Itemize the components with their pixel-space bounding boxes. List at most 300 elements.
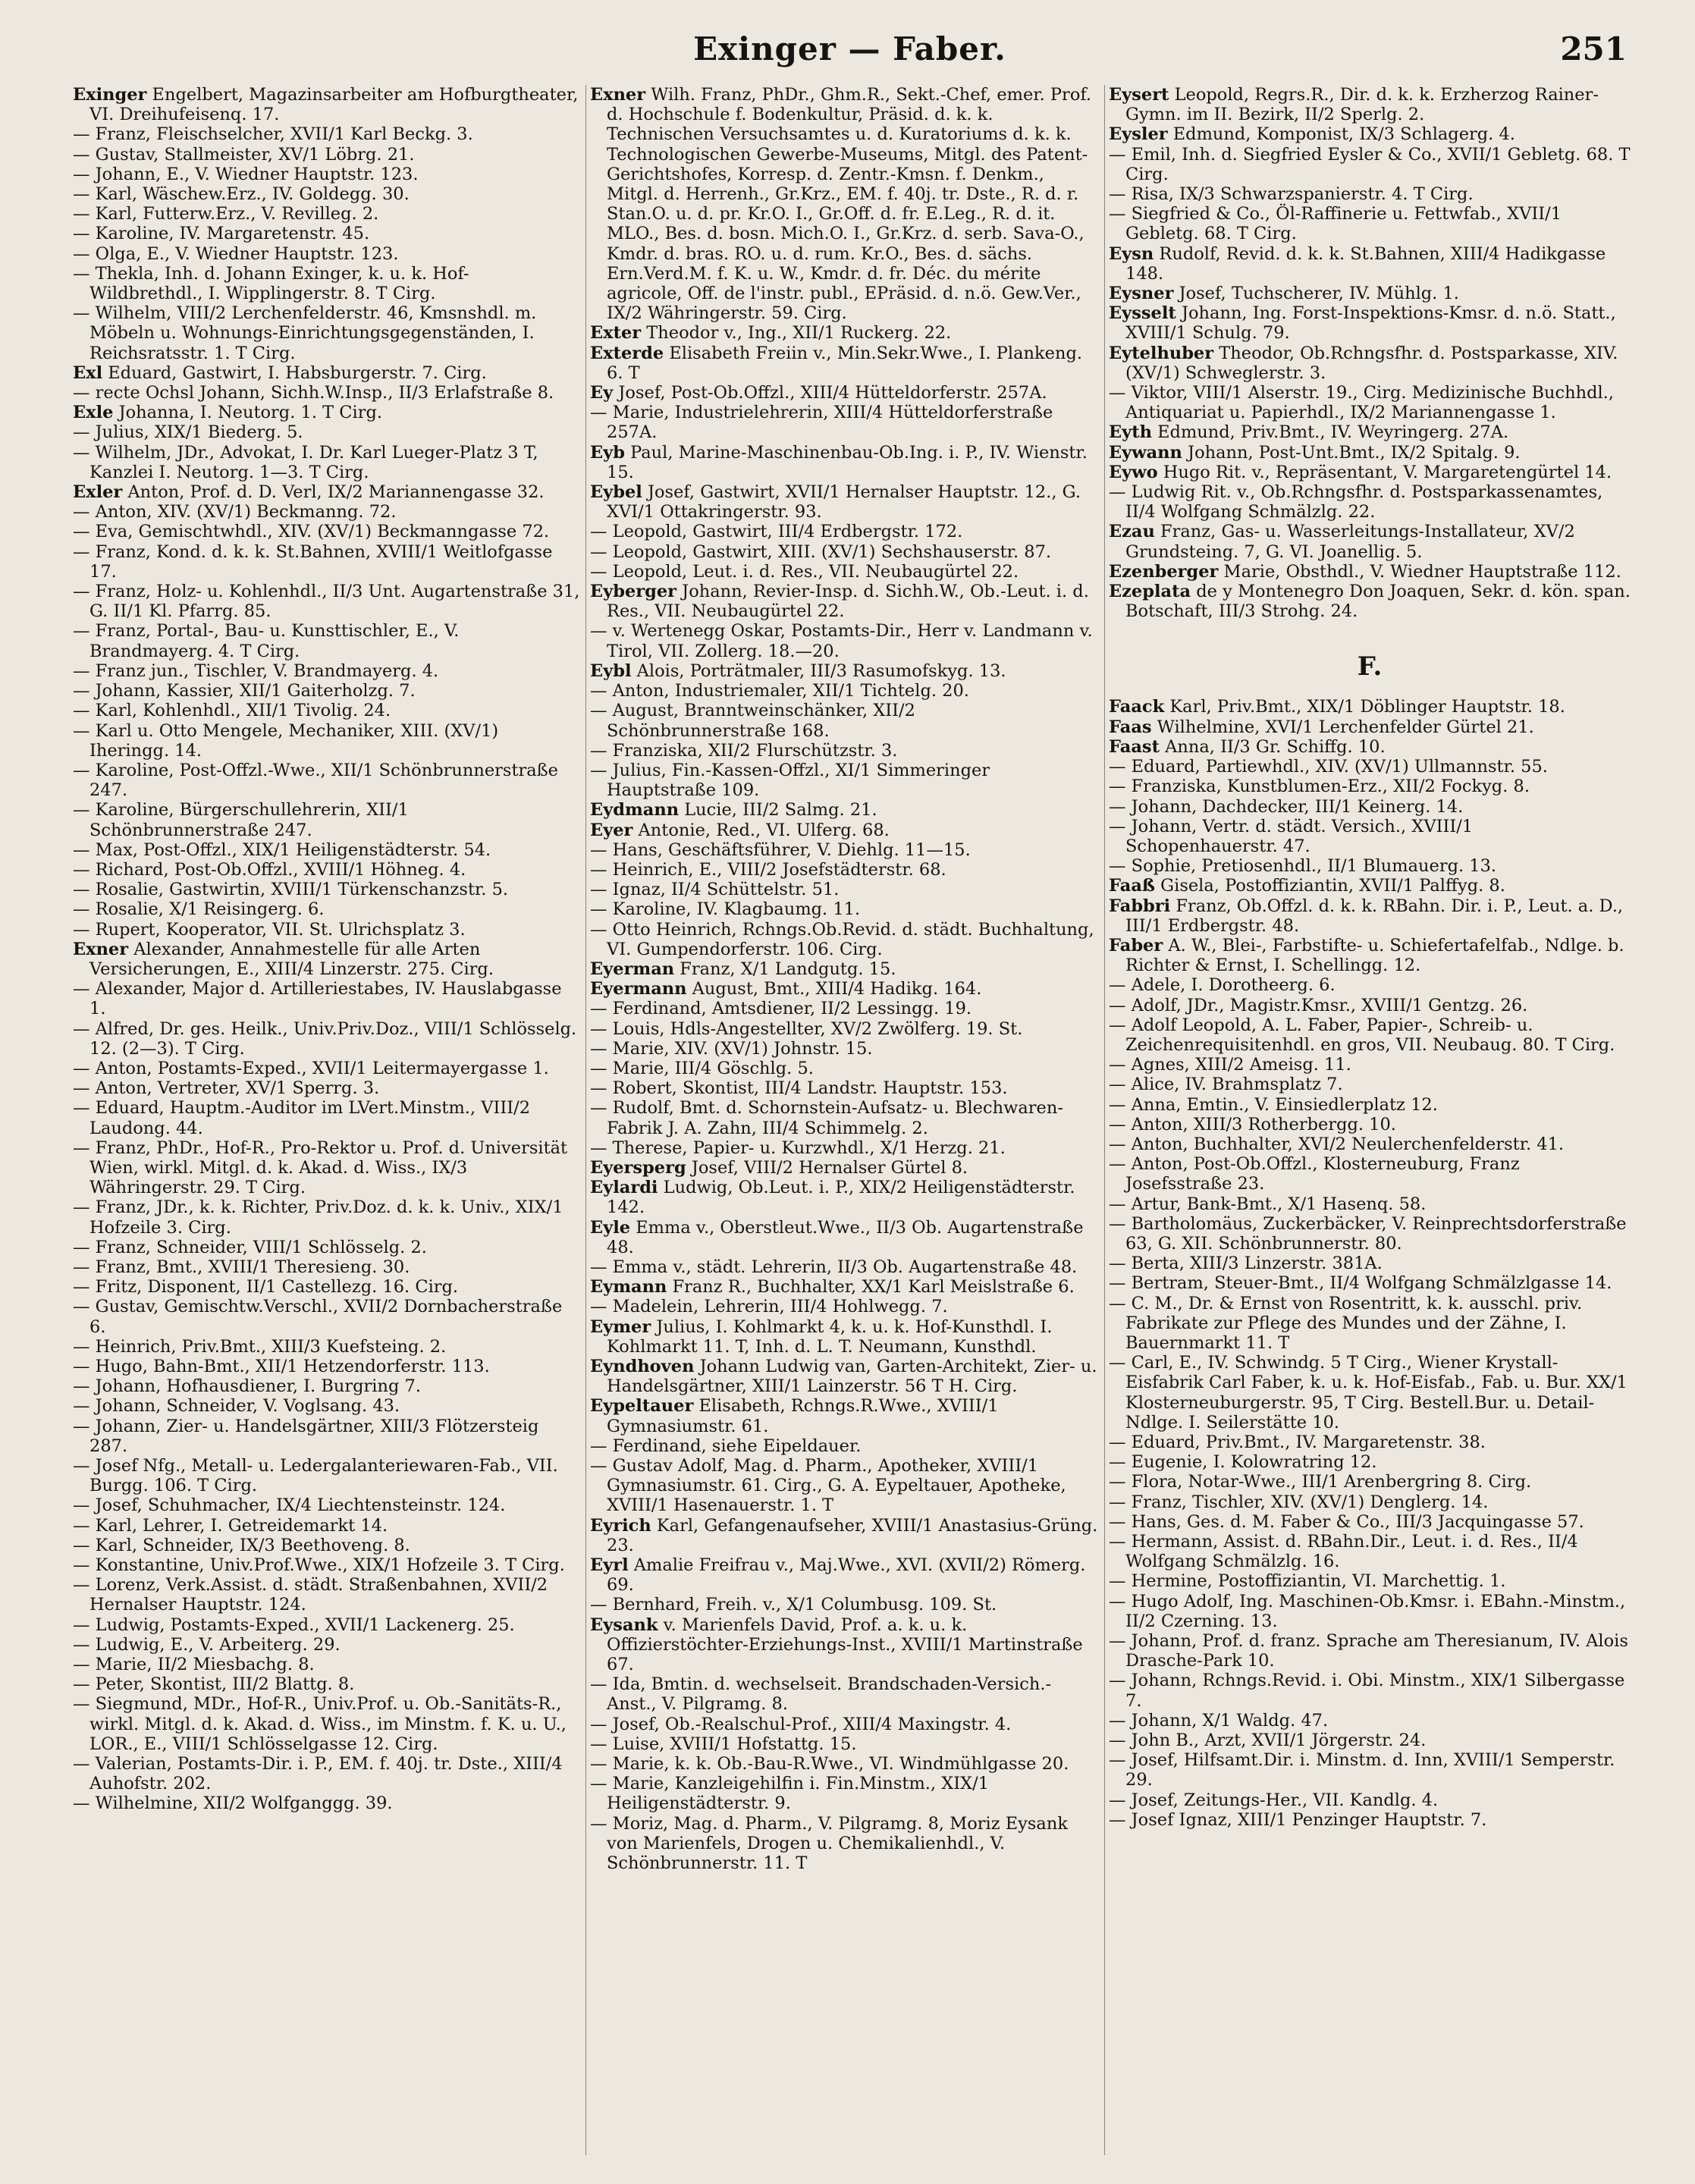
- entry-text: — Karl u. Otto Mengele, Mechaniker, XIII. (XV/1) Iheringg. 14.: [73, 720, 499, 761]
- directory-entry: [73, 1238, 581, 1257]
- directory-entry: [1109, 1353, 1631, 1432]
- entry-text: — Marie, XIV. (XV/1) Johnstr. 15.: [590, 1038, 873, 1059]
- section-letter: F.: [1357, 651, 1383, 682]
- entry-surname: Exterde: [590, 343, 664, 363]
- entry-text: — Adele, I. Dorotheerg. 6.: [1109, 975, 1336, 996]
- directory-entry: [590, 522, 1098, 541]
- entry-text: Johann, Post-Unt.Bmt., IX/2 Spitalg. 9.: [1182, 442, 1521, 463]
- directory-entry: [73, 124, 581, 144]
- entry-text: — Franz, Holz- u. Kohlenhdl., II/3 Unt. Augartenstraße 31, G. II/1 Kl. Pfarrg. 85.: [73, 582, 580, 622]
- entry-surname: Ezeplata: [1109, 582, 1191, 602]
- entry-text: — Johann, Vertr. d. städt. Versich., XVIII/1 Schopenhauerstr. 47.: [1109, 816, 1474, 856]
- entry-surname: Eymann: [590, 1277, 667, 1298]
- entry-text: Josef, Post-Ob.Offzl., XIII/4 Hütteldorferstr. 257A.: [613, 383, 1047, 403]
- entry-surname: Eyndhoven: [590, 1357, 695, 1376]
- entry-surname: Eybel: [590, 482, 642, 503]
- directory-entry: [590, 920, 1098, 959]
- directory-entry: [73, 1754, 581, 1793]
- directory-entry: [73, 502, 581, 522]
- entry-text: — Heinrich, Priv.Bmt., XIII/3 Kuefsteing. 2.: [73, 1336, 447, 1357]
- entry-surname: Eyth: [1109, 422, 1152, 443]
- directory-entry: [73, 224, 581, 243]
- directory-entry: [590, 344, 1098, 383]
- entry-text: — Ludwig Rit. v., Ob.Rchngsfhr. d. Postsparkassenamtes, II/4 Wolfgang Schmälzlg. 22.: [1109, 482, 1603, 522]
- directory-entry: [73, 1337, 581, 1357]
- entry-text: — Gustav, Stallmeister, XV/1 Löbrg. 21.: [73, 144, 415, 165]
- directory-entry: [73, 1197, 581, 1237]
- entry-text: — Leopold, Gastwirt, III/4 Erdbergstr. 172.: [590, 522, 963, 542]
- entry-text: Gisela, Postoffiziantin, XVII/1 Palffyg. 8.: [1155, 876, 1505, 896]
- directory-entry: [1109, 1273, 1631, 1293]
- entry-surname: Eysert: [1109, 85, 1169, 105]
- directory-entry: [1109, 463, 1631, 482]
- entry-text: — Artur, Bank-Bmt., X/1 Hasenq. 58.: [1109, 1194, 1427, 1214]
- directory-entry: [73, 422, 581, 442]
- entry-surname: Exle: [73, 403, 114, 423]
- directory-entry: [590, 999, 1098, 1018]
- entry-text: — Anton, Industriemaler, XII/1 Tichtelg. 20.: [590, 681, 969, 701]
- entry-text: — Franz, Fleischselcher, XVII/1 Karl Beckg. 3.: [73, 124, 473, 145]
- directory-entry: [1109, 482, 1631, 522]
- entry-text: — Siegfried & Co., Öl-Raffinerie u. Fettwfab., XVII/1 Gebletg. 68. T Cirg.: [1109, 204, 1562, 244]
- directory-entry: [1109, 85, 1631, 124]
- entry-text: — Anton, Vertreter, XV/1 Sperrg. 3.: [73, 1078, 380, 1099]
- directory-entry: [73, 145, 581, 165]
- directory-entry: [590, 1317, 1098, 1357]
- entry-surname: Eysselt: [1109, 303, 1176, 324]
- entry-text: Alexander, Annahmestelle für alle Arten Versicherungen, E., XIII/4 Linzerstr. 275. Cirg.: [89, 939, 494, 979]
- entry-text: Eduard, Gastwirt, I. Habsburgerstr. 7. Cirg.: [102, 362, 487, 383]
- entry-text: — Johann, Schneider, V. Voglsang. 43.: [73, 1396, 400, 1417]
- entry-surname: Exner: [73, 939, 129, 959]
- entry-text: — Karl, Futterw.Erz., V. Revilleg. 2.: [73, 204, 379, 224]
- directory-entry: [73, 522, 581, 541]
- entry-text: — Franz, Schneider, VIII/1 Schlösselg. 2.: [73, 1237, 427, 1257]
- directory-entry: [73, 85, 581, 124]
- entry-text: — John B., Arzt, XVII/1 Jörgerstr. 24.: [1109, 1731, 1427, 1751]
- entry-text: Edmund, Priv.Bmt., IV. Weyringerg. 27A.: [1151, 422, 1509, 443]
- directory-entry: [1109, 697, 1631, 717]
- directory-entry: [73, 899, 581, 919]
- entry-surname: Faber: [1109, 935, 1163, 956]
- directory-entry: [590, 1456, 1098, 1516]
- entry-surname: Eybl: [590, 661, 632, 681]
- directory-entry: [73, 482, 581, 502]
- entry-text: — Franz jun., Tischler, V. Brandmayerg. 4.: [73, 661, 439, 681]
- directory-entry: [1109, 562, 1631, 582]
- directory-entry: [73, 1138, 581, 1198]
- directory-entry: [1109, 856, 1631, 876]
- entry-text: — Eduard, Partiewhdl., XIV. (XV/1) Ullmannstr. 55.: [1109, 757, 1548, 777]
- entry-text: Johann, Ing. Forst-Inspektions-Kmsr. d. n.ö. Statt., XVIII/1 Schulg. 79.: [1125, 303, 1616, 344]
- directory-entry: [590, 1436, 1098, 1456]
- directory-entry: [73, 1536, 581, 1555]
- directory-entry: [1109, 1134, 1631, 1154]
- entry-text: — Josef Nfg., Metall- u. Ledergalanteriewaren-Fab., VII. Burgg. 106. T Cirg.: [73, 1456, 558, 1496]
- directory-entry: [73, 582, 581, 621]
- directory-entry: [73, 1456, 581, 1495]
- directory-entry: [1109, 443, 1631, 463]
- entry-surname: Eyberger: [590, 582, 677, 602]
- entry-text: — Johann, Prof. d. franz. Sprache am Theresianum, IV. Alois Drasche-Park 10.: [1109, 1631, 1628, 1671]
- directory-entry: [1109, 1194, 1631, 1214]
- entry-text: — Fritz, Disponent, II/1 Castellezg. 16. Cirg.: [73, 1277, 459, 1298]
- entry-text: — Ferdinand, Amtsdiener, II/2 Lessingg. 19.: [590, 999, 972, 1019]
- directory-entry: [590, 621, 1098, 661]
- entry-text: — Karl, Wäschew.Erz., IV. Goldegg. 30.: [73, 184, 410, 205]
- directory-entry: [73, 681, 581, 701]
- directory-entry: [1109, 777, 1631, 796]
- entry-text: — Emil, Inh. d. Siegfried Eysler & Co., XVII/1 Gebletg. 68. T Cirg.: [1109, 144, 1631, 184]
- directory-entry: [590, 1138, 1098, 1158]
- entry-surname: Eyersperg: [590, 1157, 686, 1178]
- entry-text: — Madelein, Lehrerin, III/4 Hohlwegg. 7.: [590, 1297, 948, 1317]
- directory-entry: [73, 1694, 581, 1754]
- directory-entry: [590, 1734, 1098, 1754]
- entry-surname: Eyle: [590, 1217, 631, 1238]
- directory-entry: [590, 542, 1098, 562]
- directory-entry: [590, 1019, 1098, 1039]
- entry-text: — Eduard, Hauptm.-Auditor im LVert.Minstm., VIII/2 Laudong. 44.: [73, 1098, 531, 1138]
- directory-entry: [1109, 1671, 1631, 1710]
- directory-entry: [590, 1039, 1098, 1059]
- directory-entry: [1109, 936, 1631, 975]
- entry-text: August, Bmt., XIII/4 Hadikg. 164.: [686, 979, 982, 999]
- directory-entry: [73, 1655, 581, 1674]
- column-2: [590, 85, 1098, 2163]
- directory-entry: [1109, 1055, 1631, 1075]
- directory-entry: [1109, 1472, 1631, 1492]
- directory-entry: [590, 482, 1098, 522]
- directory-entry: [73, 979, 581, 1018]
- entry-text: — Moriz, Mag. d. Pharm., V. Pilgramg. 8, Moriz Eysank von Marienfels, Drogen u. Chemikalienhdl., V. Schönbrunnerstr. 11. T: [590, 1813, 1068, 1874]
- directory-entry: [1109, 1532, 1631, 1571]
- entry-text: — Leopold, Gastwirt, XIII. (XV/1) Sechshauserstr. 87.: [590, 541, 1052, 562]
- entry-text: — Johann, Hofhausdiener, I. Burgring 7.: [73, 1376, 421, 1397]
- entry-text: — Josef Ignaz, XIII/1 Penzinger Hauptstr. 7.: [1109, 1809, 1487, 1830]
- entry-text: — Hermine, Postoffiziantin, VI. Marchettig. 1.: [1109, 1571, 1506, 1592]
- directory-entry: [73, 403, 581, 422]
- entry-text: — Anton, Buchhalter, XVI/2 Neulerchenfelderstr. 41.: [1109, 1134, 1565, 1154]
- directory-entry: [73, 1098, 581, 1138]
- entry-surname: Eypeltauer: [590, 1396, 694, 1417]
- entry-text: — C. M., Dr. & Ernst von Rosentritt, k. k. ausschl. priv. Fabrikate zur Pflege des Mundes und der Zähne, I. Bauernmarkt 11. T: [1109, 1293, 1583, 1353]
- entry-text: — Julius, XIX/1 Biederg. 5.: [73, 422, 303, 443]
- directory-entry: [73, 204, 581, 224]
- entry-text: — Alexander, Major d. Artilleriestabes, IV. Hauslabgasse 1.: [73, 979, 562, 1019]
- directory-entry: [1109, 303, 1631, 343]
- entry-text: — Gustav Adolf, Mag. d. Pharm., Apotheker, XVIII/1 Gymnasiumstr. 61. Cirg., G. A. Eypeltauer, Apotheke, XVIII/1 Hasenauerstr. 1. T: [590, 1456, 1066, 1516]
- directory-entry: [73, 1078, 581, 1098]
- directory-entry: [73, 840, 581, 860]
- directory-entry: [1109, 1214, 1631, 1254]
- directory-entry: [590, 85, 1098, 323]
- entry-surname: Eyrl: [590, 1555, 629, 1576]
- directory-entry: [1109, 1512, 1631, 1532]
- directory-entry: [73, 383, 581, 403]
- entry-text: — Karl, Kohlenhdl., XII/1 Tivolig. 24.: [73, 701, 391, 721]
- entry-text: — Flora, Notar-Wwe., III/1 Arenbergring 8. Cirg.: [1109, 1472, 1532, 1492]
- entry-text: — Franziska, XII/2 Flurschützstr. 3.: [590, 740, 898, 761]
- directory-entry: [590, 1555, 1098, 1595]
- entry-text: — Eva, Gemischtwhdl., XIV. (XV/1) Beckmanngasse 72.: [73, 522, 550, 542]
- entry-surname: Exler: [73, 482, 123, 503]
- directory-entry: [590, 562, 1098, 582]
- entry-text: — Ignaz, II/4 Schüttelstr. 51.: [590, 880, 840, 900]
- directory-entry: [1109, 876, 1631, 896]
- directory-entry: [590, 959, 1098, 979]
- directory-entry: [73, 940, 581, 979]
- entry-text: — Josef, Hilfsamt.Dir. i. Minstm. d. Inn, XVIII/1 Semperstr. 29.: [1109, 1750, 1615, 1790]
- entry-text: Franz R., Buchhalter, XX/1 Karl Meislstraße 6.: [667, 1277, 1075, 1298]
- entry-text: Alois, Porträtmaler, III/3 Rasumofskyg. 13.: [631, 661, 1006, 681]
- entry-text: — Anton, XIV. (XV/1) Beckmanng. 72.: [73, 502, 397, 522]
- directory-entry: [73, 701, 581, 720]
- directory-entry: [590, 323, 1098, 343]
- entry-text: — Bertram, Steuer-Bmt., II/4 Wolfgang Schmälzlgasse 14.: [1109, 1273, 1612, 1294]
- entry-text: — Ludwig, E., V. Arbeiterg. 29.: [73, 1634, 341, 1655]
- directory-entry: [73, 1516, 581, 1536]
- directory-entry: [590, 880, 1098, 899]
- entry-text: — Thekla, Inh. d. Johann Exinger, k. u. k. Hof-Wildbrethdl., I. Wipplingerstr. 8. T Cirg.: [73, 263, 469, 304]
- directory-entry: [73, 1615, 581, 1635]
- entry-text: — Alice, IV. Brahmsplatz 7.: [1109, 1075, 1343, 1095]
- entry-text: — Josef, Zeitungs-Her., VII. Kandlg. 4.: [1109, 1790, 1439, 1810]
- entry-text: — Franziska, Kunstblumen-Erz., XII/2 Fockyg. 8.: [1109, 777, 1530, 797]
- directory-entry: [1109, 1154, 1631, 1194]
- directory-entry: [590, 403, 1098, 442]
- directory-entry: [590, 1516, 1098, 1555]
- entry-surname: Eymer: [590, 1316, 651, 1337]
- entry-surname: Ezau: [1109, 522, 1155, 542]
- entry-text: — Bartholomäus, Zuckerbäcker, V. Reinprechtsdorferstraße 63, G. XII. Schönbrunnerstr. 80.: [1109, 1213, 1627, 1254]
- entry-text: — Robert, Skontist, III/4 Landstr. Hauptstr. 153.: [590, 1078, 1008, 1099]
- entry-text: — Julius, Fin.-Kassen-Offzl., XI/1 Simmeringer Hauptstraße 109.: [590, 760, 990, 801]
- directory-entry: [1109, 1810, 1631, 1830]
- directory-entry: [590, 1615, 1098, 1675]
- directory-entry: [1109, 1750, 1631, 1790]
- entry-surname: Ezenberger: [1109, 561, 1219, 582]
- directory-entry: [73, 1674, 581, 1694]
- directory-entry: [590, 761, 1098, 800]
- column-1: [73, 85, 581, 2163]
- entry-text: Theodor, Ob.Rchngsfhr. d. Postsparkasse, XIV. (XV/1) Schweglerstr. 3.: [1125, 343, 1618, 383]
- directory-entry: [1109, 1571, 1631, 1591]
- entry-text: — Gustav, Gemischtw.Verschl., XVII/2 Dornbacherstraße 6.: [73, 1297, 563, 1337]
- directory-entry: [590, 1257, 1098, 1277]
- entry-text: — Josef, Schuhmacher, IX/4 Liechtensteinstr. 124.: [73, 1495, 506, 1516]
- entry-text: — Louis, Hdls-Angestellter, XV/2 Zwölferg. 19. St.: [590, 1018, 1023, 1039]
- entry-text: — Wilhelm, JDr., Advokat, I. Dr. Karl Lueger-Platz 3 T, Kanzlei I. Neutorg. 1—3. T Cirg.: [73, 442, 538, 482]
- directory-entry: [1109, 284, 1631, 303]
- directory-entry: [73, 542, 581, 582]
- entry-text: Hugo Rit. v., Repräsentant, V. Margaretengürtel 14.: [1157, 462, 1612, 482]
- entry-surname: Faack: [1109, 697, 1165, 717]
- directory-entry: [590, 383, 1098, 403]
- directory-entry: [1109, 1592, 1631, 1631]
- entry-text: Franz, Ob.Offzl. d. k. k. RBahn. Dir. i. P., Leut. a. D., III/1 Erdbergstr. 48.: [1125, 896, 1624, 936]
- directory-entry: [73, 880, 581, 899]
- entry-text: — Sophie, Pretiosenhdl., II/1 Blumauerg. 13.: [1109, 856, 1497, 877]
- directory-entry: [73, 761, 581, 800]
- directory-entry: [1109, 717, 1631, 737]
- directory-entry: [1109, 737, 1631, 757]
- entry-text: Anton, Prof. d. D. Verl, IX/2 Mariannengasse 32.: [122, 482, 545, 503]
- entry-text: — Hugo, Bahn-Bmt., XII/1 Hetzendorferstr. 113.: [73, 1357, 490, 1376]
- directory-entry: [590, 1098, 1098, 1138]
- entry-text: Franz, X/1 Landgutg. 15.: [674, 959, 896, 979]
- directory-entry: [590, 1674, 1098, 1714]
- entry-text: Engelbert, Magazinsarbeiter am Hofburgtheater, VI. Dreihufeisenq. 17.: [89, 85, 579, 125]
- entry-text: Lucie, III/2 Salmg. 21.: [679, 800, 877, 821]
- entry-text: — Valerian, Postamts-Dir. i. P., EM. f. 40j. tr. Dste., XIII/4 Auhofstr. 202.: [73, 1754, 563, 1794]
- directory-entry: [590, 1814, 1098, 1874]
- directory-entry: [590, 800, 1098, 820]
- entry-text: Josef, VIII/2 Hernalser Gürtel 8.: [686, 1157, 968, 1178]
- entry-text: — Franz, JDr., k. k. Richter, Priv.Doz. d. k. k. Univ., XIX/1 Hofzeile 3. Cirg.: [73, 1197, 563, 1238]
- entry-surname: Eydmann: [590, 800, 680, 821]
- entry-surname: Eyrich: [590, 1515, 651, 1536]
- directory-entry: [73, 165, 581, 184]
- directory-entry: [590, 1774, 1098, 1813]
- entry-text: — Eduard, Priv.Bmt., IV. Margaretenstr. 38.: [1109, 1432, 1486, 1452]
- directory-entry: [590, 1277, 1098, 1297]
- entry-text: Karl, Priv.Bmt., XIX/1 Döblinger Hauptstr. 18.: [1164, 697, 1565, 717]
- directory-entry: [73, 1297, 581, 1336]
- directory-entry: [1109, 797, 1631, 817]
- directory-entry: [1109, 124, 1631, 144]
- entry-text: — Karoline, Bürgerschullehrerin, XII/1 Schönbrunnerstraße 247.: [73, 800, 409, 840]
- entry-surname: Eylardi: [590, 1178, 658, 1198]
- directory-entry: [73, 1019, 581, 1059]
- directory-entry: [73, 661, 581, 681]
- entry-text: — Luise, XVIII/1 Hofstattg. 15.: [590, 1734, 857, 1754]
- directory-entry: [590, 1595, 1098, 1614]
- directory-entry: [590, 1754, 1098, 1774]
- directory-entry: [1109, 1432, 1631, 1452]
- entry-surname: Eysank: [590, 1614, 658, 1635]
- entry-text: — Johann, X/1 Waldg. 47.: [1109, 1710, 1329, 1731]
- directory-entry: [1109, 1075, 1631, 1094]
- directory-entry: [1109, 244, 1631, 284]
- entry-text: — Karoline, Post-Offzl.-Wwe., XII/1 Schönbrunnerstraße 247.: [73, 760, 558, 801]
- entry-text: Amalie Freifrau v., Maj.Wwe., XVI. (XVII/2) Römerg. 69.: [607, 1555, 1086, 1596]
- entry-text: — Heinrich, E., VIII/2 Josefstädterstr. 68.: [590, 859, 946, 880]
- entry-text: — recte Ochsl Johann, Sichh.W.Insp., II/3 Erlafstraße 8.: [73, 383, 554, 403]
- directory-entry: [1109, 996, 1631, 1015]
- entry-text: — Eugenie, I. Kolowratring 12.: [1109, 1452, 1377, 1473]
- entry-surname: Eysner: [1109, 284, 1174, 304]
- directory-entry: [1109, 204, 1631, 243]
- entry-surname: Faas: [1109, 717, 1152, 737]
- entry-text: — Johann, Zier- u. Handelsgärtner, XIII/3 Flötzersteig 287.: [73, 1416, 539, 1456]
- directory-entry: [73, 303, 581, 363]
- entry-text: — Wilhelmine, XII/2 Wolfganggg. 39.: [73, 1793, 393, 1814]
- directory-entry: [73, 920, 581, 940]
- directory-entry: [73, 1793, 581, 1813]
- directory-entry: [73, 1635, 581, 1655]
- directory-entry: [1109, 1711, 1631, 1731]
- entry-text: Emma v., Oberstleut.Wwe., II/3 Ob. Augartenstraße 48.: [607, 1217, 1084, 1257]
- entry-text: Marie, Obsthdl., V. Wiedner Hauptstraße 112.: [1218, 561, 1621, 582]
- directory-entry: [590, 1297, 1098, 1316]
- entry-text: — Marie, Industrielehrerin, XIII/4 Hütteldorferstraße 257A.: [590, 403, 1053, 443]
- entry-surname: Eywann: [1109, 442, 1182, 463]
- entry-text: — Ferdinand, siehe Eipeldauer.: [590, 1436, 862, 1456]
- directory-entry: [73, 1417, 581, 1456]
- directory-entry: [590, 1059, 1098, 1078]
- entry-text: — Anna, Emtin., V. Einsiedlerplatz 12.: [1109, 1094, 1438, 1115]
- entry-text: Elisabeth, Rchngs.R.Wwe., XVIII/1 Gymnasiumstr. 61.: [607, 1396, 999, 1436]
- directory-entry: [73, 1376, 581, 1396]
- entry-surname: Fabbri: [1109, 896, 1171, 916]
- directory-entry: [590, 1178, 1098, 1217]
- entry-text: — Peter, Skontist, III/2 Blattg. 8.: [73, 1674, 355, 1695]
- column-3: [1109, 85, 1631, 2163]
- entry-text: — Berta, XIII/3 Linzerstr. 381A.: [1109, 1254, 1383, 1274]
- entry-text: — Leopold, Leut. i. d. Res., VII. Neubaugürtel 22.: [590, 561, 1019, 582]
- entry-text: Paul, Marine-Maschinenbau-Ob.Ing. i. P., IV. Wienstr. 15.: [607, 442, 1088, 482]
- directory-entry: [73, 1575, 581, 1614]
- entry-text: — August, Branntweinschänker, XII/2 Schönbrunnerstraße 168.: [590, 701, 915, 741]
- entry-text: Wilhelmine, XVI/1 Lerchenfelder Gürtel 21.: [1151, 717, 1534, 737]
- directory-entry: [1109, 184, 1631, 204]
- directory-entry: [590, 681, 1098, 701]
- directory-entry: [1109, 422, 1631, 442]
- entry-text: — Siegmund, MDr., Hof-R., Univ.Prof. u. Ob.-Sanitäts-R., wirkl. Mitgl. d. k. Akad. d. Wiss., im Minstm. f. K. u. U., LOR., E., VIII/1 Schlösselgasse 12. Cirg.: [73, 1694, 567, 1754]
- entry-text: — Marie, k. k. Ob.-Bau-R.Wwe., VI. Windmühlgasse 20.: [590, 1754, 1069, 1774]
- entry-text: — Rosalie, X/1 Reisingerg. 6.: [73, 899, 325, 920]
- entry-text: Antonie, Red., VI. Ulferg. 68.: [632, 820, 890, 840]
- entry-surname: Exl: [73, 362, 103, 383]
- directory-entry: [590, 979, 1098, 999]
- directory-entry: [590, 1218, 1098, 1257]
- entry-text: — Wilhelm, VIII/2 Lerchenfelderstr. 46, Kmsnshdl. m. Möbeln u. Wohnungs-Einrichtungsgegenständen, I. Reichsratsstr. 1. T Cirg.: [73, 303, 537, 363]
- directory-entry: [73, 1357, 581, 1376]
- entry-surname: Eytelhuber: [1109, 343, 1214, 363]
- directory-entry: [590, 661, 1098, 681]
- directory-entry: [590, 443, 1098, 482]
- entry-text: — Carl, E., IV. Schwindg. 5 T Cirg., Wiener Krystall-Eisfabrik Carl Faber, k. u. k. Hof-Eisfab., Fab. u. Bur. XX/1 Klosterneuburgerstr. 95, T Cirg. Bestell.Bur. u. Detail-Ndlge. I. Seilerstätte 10.: [1109, 1353, 1628, 1432]
- entry-text: A. W., Blei-, Farbstifte- u. Schiefertafelfab., Ndlge. b. Richter & Ernst, I. Schellingg. 12.: [1125, 935, 1624, 976]
- directory-entry: [1109, 1015, 1631, 1055]
- directory-entry: [73, 1555, 581, 1575]
- directory-entry: [1109, 344, 1631, 383]
- directory-entry: [590, 741, 1098, 761]
- entry-text: — Ludwig, Postamts-Exped., XVII/1 Lackenerg. 25.: [73, 1614, 515, 1635]
- entry-text: — Karl, Lehrer, I. Getreidemarkt 14.: [73, 1515, 388, 1536]
- directory-entry: [1109, 1452, 1631, 1472]
- directory-entry: [1109, 1731, 1631, 1750]
- page-header: [73, 30, 1627, 83]
- entry-text: — Josef, Ob.-Realschul-Prof., XIII/4 Maxingstr. 4.: [590, 1714, 1012, 1734]
- directory-entry: [1109, 817, 1631, 856]
- entry-text: — Marie, III/4 Göschlg. 5.: [590, 1058, 814, 1078]
- entry-surname: Eyer: [590, 820, 633, 840]
- entry-text: — Franz, Tischler, XIV. (XV/1) Denglerg. 14.: [1109, 1492, 1489, 1512]
- entry-surname: Eyermann: [590, 979, 687, 999]
- directory-entry: [1109, 1492, 1631, 1512]
- directory-entry: [1109, 522, 1631, 561]
- entry-text: — Franz, PhDr., Hof-R., Pro-Rektor u. Prof. d. Universität Wien, wirkl. Mitgl. d. k. Akad. d. Wiss., IX/3 Währingerstr. 29. T Cirg.: [73, 1138, 568, 1198]
- directory-entry: [590, 899, 1098, 919]
- entry-text: Johanna, I. Neutorg. 1. T Cirg.: [113, 403, 382, 423]
- entry-surname: Eyerman: [590, 959, 675, 979]
- directory-entry: [1109, 1095, 1631, 1115]
- entry-text: — Ida, Bmtin. d. wechselseit. Brandschaden-Versich.-Anst., V. Pilgramg. 8.: [590, 1674, 1052, 1715]
- directory-entry: [1109, 1790, 1631, 1810]
- entry-text: — Adolf, JDr., Magistr.Kmsr., XVIII/1 Gentzg. 26.: [1109, 995, 1528, 1015]
